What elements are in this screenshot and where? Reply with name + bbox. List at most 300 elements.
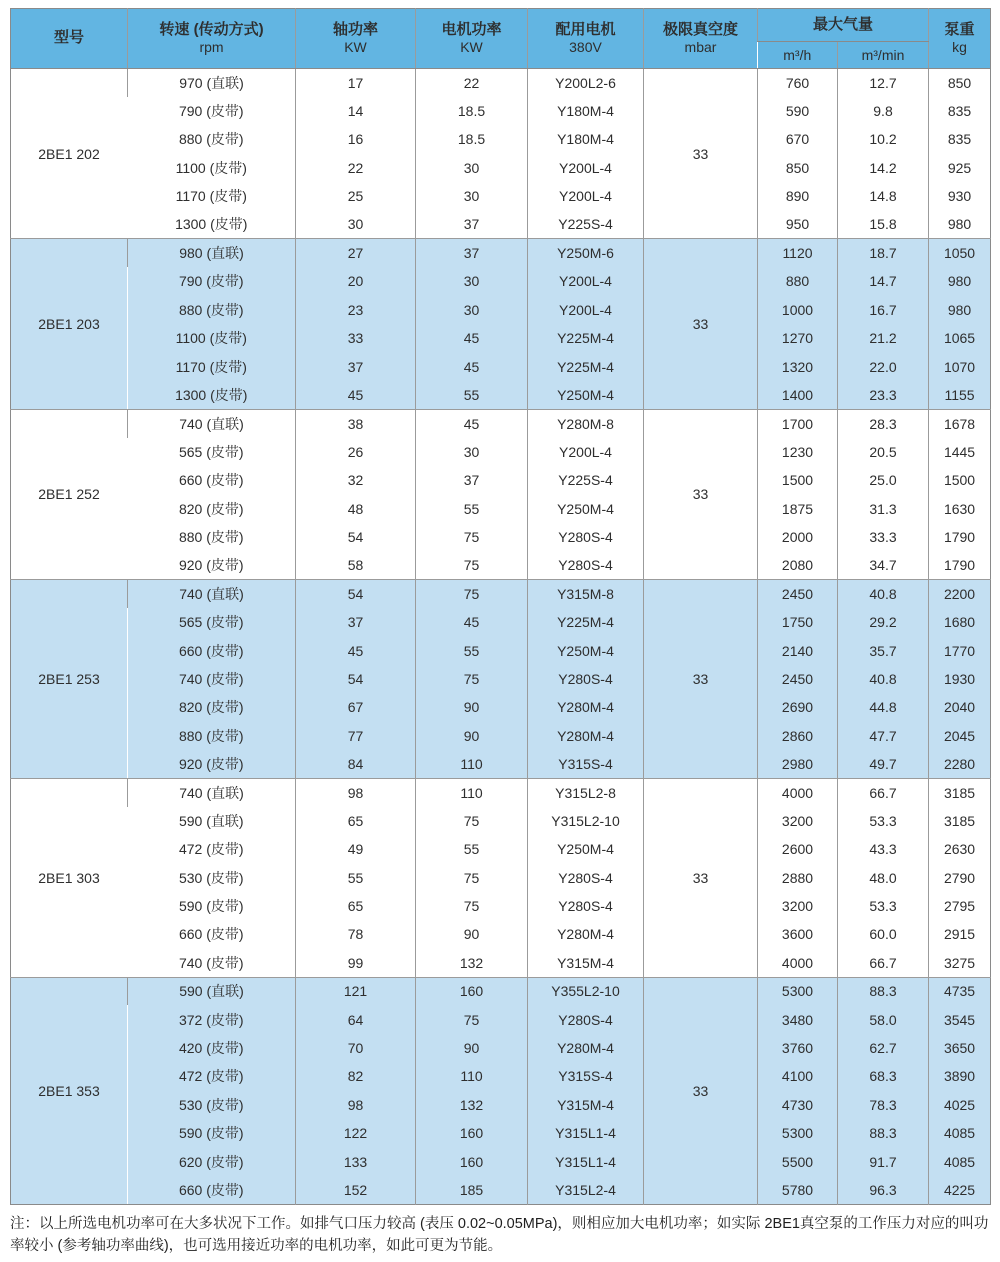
motor-model-cell: Y180M-4 [528,97,644,125]
table-row [11,494,991,522]
table-row [11,863,991,891]
shaft-power-cell: 20 [296,267,416,295]
flow-m3min-cell: 68.3 [838,1062,929,1090]
flow-m3min-cell: 44.8 [838,693,929,721]
motor-model-cell: Y200L-4 [528,182,644,210]
table-row [11,920,991,948]
flow-m3h-cell: 5780 [758,1176,838,1204]
shaft-power-cell: 17 [296,69,416,97]
motor-power-cell: 45 [416,324,528,352]
header-weight-title: 泵重 [944,20,975,38]
weight-cell: 980 [929,267,991,295]
motor-model-cell: Y280M-8 [528,409,644,437]
motor-model-cell: Y225M-4 [528,608,644,636]
weight-cell: 1065 [929,324,991,352]
flow-m3min-cell: 28.3 [838,409,929,437]
weight-cell: 4225 [929,1176,991,1204]
flow-m3h-cell: 3200 [758,892,838,920]
header-shaft-power-title: 轴功率 [332,20,378,38]
weight-cell: 835 [929,97,991,125]
model-cell: 2BE1 202 [11,69,128,239]
header-motor-power-title: 电机功率 [441,20,502,38]
speed-cell: 590 (皮带) [128,892,296,920]
flow-m3h-cell: 1230 [758,438,838,466]
speed-cell: 790 (皮带) [128,97,296,125]
motor-power-cell: 18.5 [416,125,528,153]
flow-m3h-cell: 5300 [758,1119,838,1147]
table-row [11,580,991,608]
flow-m3h-cell: 760 [758,69,838,97]
header-flow-m3min-label: m³/min [861,46,905,63]
flow-m3min-cell: 9.8 [838,97,929,125]
spec-table-body [11,69,991,1205]
flow-m3min-cell: 66.7 [838,949,929,977]
flow-m3h-cell: 2450 [758,665,838,693]
shaft-power-cell: 55 [296,863,416,891]
flow-m3h-cell: 3600 [758,920,838,948]
header-motor-power [416,9,528,69]
motor-model-cell: Y315L1-4 [528,1119,644,1147]
table-row [11,409,991,437]
table-row [11,665,991,693]
flow-m3min-cell: 15.8 [838,210,929,238]
speed-cell: 472 (皮带) [128,1062,296,1090]
flow-m3min-cell: 49.7 [838,750,929,778]
speed-cell: 472 (皮带) [128,835,296,863]
motor-power-cell: 37 [416,239,528,267]
motor-power-cell: 110 [416,750,528,778]
speed-cell: 1170 (皮带) [128,182,296,210]
motor-power-cell: 75 [416,551,528,579]
table-row [11,210,991,238]
flow-m3h-cell: 1400 [758,381,838,409]
weight-cell: 2915 [929,920,991,948]
flow-m3min-cell: 31.3 [838,494,929,522]
shaft-power-cell: 26 [296,438,416,466]
shaft-power-cell: 67 [296,693,416,721]
table-row [11,949,991,977]
motor-power-cell: 75 [416,523,528,551]
shaft-power-cell: 38 [296,409,416,437]
flow-m3h-cell: 1270 [758,324,838,352]
flow-m3h-cell: 2980 [758,750,838,778]
flow-m3h-cell: 2880 [758,863,838,891]
shaft-power-cell: 58 [296,551,416,579]
speed-cell: 1300 (皮带) [128,381,296,409]
motor-model-cell: Y250M-6 [528,239,644,267]
motor-power-cell: 30 [416,154,528,182]
table-row [11,977,991,1005]
flow-m3min-cell: 21.2 [838,324,929,352]
speed-cell: 1100 (皮带) [128,324,296,352]
motor-model-cell: Y280S-4 [528,523,644,551]
header-weight-unit: kg [952,39,967,56]
weight-cell: 1050 [929,239,991,267]
motor-power-cell: 160 [416,977,528,1005]
weight-cell: 3545 [929,1005,991,1033]
header-vacuum-title: 极限真空度 [662,20,738,38]
flow-m3h-cell: 2450 [758,580,838,608]
table-row [11,778,991,806]
speed-cell: 740 (皮带) [128,665,296,693]
motor-model-cell: Y200L2-6 [528,69,644,97]
weight-cell: 2280 [929,750,991,778]
motor-power-cell: 132 [416,949,528,977]
motor-model-cell: Y225S-4 [528,466,644,494]
shaft-power-cell: 23 [296,296,416,324]
speed-cell: 980 (直联) [128,239,296,267]
header-motor-power-unit: KW [460,39,483,56]
weight-cell: 1790 [929,523,991,551]
motor-power-cell: 30 [416,438,528,466]
shaft-power-cell: 99 [296,949,416,977]
motor-power-cell: 55 [416,835,528,863]
motor-power-cell: 75 [416,863,528,891]
motor-model-cell: Y250M-4 [528,636,644,664]
table-row [11,352,991,380]
shaft-power-cell: 152 [296,1176,416,1204]
header-speed [128,9,296,69]
motor-model-cell: Y250M-4 [528,494,644,522]
table-row [11,1005,991,1033]
speed-cell: 660 (皮带) [128,1176,296,1204]
speed-cell: 820 (皮带) [128,494,296,522]
table-row [11,608,991,636]
weight-cell: 1680 [929,608,991,636]
shaft-power-cell: 32 [296,466,416,494]
table-row [11,1062,991,1090]
model-cell: 2BE1 253 [11,580,128,779]
speed-cell: 880 (皮带) [128,721,296,749]
table-row [11,267,991,295]
weight-cell: 925 [929,154,991,182]
table-row [11,154,991,182]
flow-m3h-cell: 2600 [758,835,838,863]
weight-cell: 1678 [929,409,991,437]
weight-cell: 930 [929,182,991,210]
motor-power-cell: 75 [416,807,528,835]
flow-m3min-cell: 48.0 [838,863,929,891]
table-row [11,97,991,125]
motor-power-cell: 30 [416,182,528,210]
shaft-power-cell: 27 [296,239,416,267]
motor-power-cell: 132 [416,1091,528,1119]
speed-cell: 372 (皮带) [128,1005,296,1033]
weight-cell: 1445 [929,438,991,466]
motor-power-cell: 75 [416,665,528,693]
header-flow-m3h-label: m³/h [783,46,812,63]
flow-m3min-cell: 60.0 [838,920,929,948]
motor-model-cell: Y315L2-8 [528,778,644,806]
flow-m3h-cell: 1320 [758,352,838,380]
motor-power-cell: 90 [416,920,528,948]
shaft-power-cell: 65 [296,807,416,835]
flow-m3h-cell: 4100 [758,1062,838,1090]
model-cell: 2BE1 203 [11,239,128,409]
motor-model-cell: Y280S-4 [528,1005,644,1033]
motor-power-cell: 55 [416,636,528,664]
flow-m3min-cell: 47.7 [838,721,929,749]
spec-table [10,8,991,1205]
motor-power-cell: 110 [416,778,528,806]
table-row [11,693,991,721]
motor-model-cell: Y200L-4 [528,267,644,295]
shaft-power-cell: 37 [296,352,416,380]
shaft-power-cell: 14 [296,97,416,125]
table-row [11,636,991,664]
header-vacuum [644,9,758,69]
flow-m3h-cell: 1500 [758,466,838,494]
table-row [11,551,991,579]
weight-cell: 4085 [929,1119,991,1147]
speed-cell: 740 (直联) [128,409,296,437]
flow-m3min-cell: 66.7 [838,778,929,806]
motor-model-cell: Y280S-4 [528,892,644,920]
motor-model-cell: Y280S-4 [528,551,644,579]
table-header [11,9,991,69]
flow-m3min-cell: 22.0 [838,352,929,380]
shaft-power-cell: 64 [296,1005,416,1033]
table-row [11,239,991,267]
speed-cell: 790 (皮带) [128,267,296,295]
speed-cell: 530 (皮带) [128,1091,296,1119]
shaft-power-cell: 30 [296,210,416,238]
motor-power-cell: 110 [416,1062,528,1090]
flow-m3min-cell: 88.3 [838,977,929,1005]
flow-m3h-cell: 2080 [758,551,838,579]
flow-m3min-cell: 12.7 [838,69,929,97]
table-row [11,1176,991,1204]
motor-power-cell: 55 [416,381,528,409]
speed-cell: 740 (皮带) [128,949,296,977]
header-max-flow [758,9,929,42]
motor-model-cell: Y280S-4 [528,863,644,891]
header-speed-unit: rpm [199,39,224,56]
flow-m3h-cell: 3480 [758,1005,838,1033]
shaft-power-cell: 70 [296,1034,416,1062]
motor-power-cell: 75 [416,580,528,608]
speed-cell: 590 (直联) [128,807,296,835]
weight-cell: 1630 [929,494,991,522]
table-row [11,182,991,210]
flow-m3min-cell: 62.7 [838,1034,929,1062]
motor-power-cell: 90 [416,693,528,721]
motor-power-cell: 45 [416,352,528,380]
motor-model-cell: Y280S-4 [528,665,644,693]
motor-model-cell: Y315L1-4 [528,1147,644,1175]
motor-model-cell: Y315S-4 [528,750,644,778]
motor-power-cell: 75 [416,892,528,920]
weight-cell: 3650 [929,1034,991,1062]
motor-power-cell: 18.5 [416,97,528,125]
header-shaft-power-unit: KW [344,39,367,56]
flow-m3h-cell: 1750 [758,608,838,636]
table-row [11,892,991,920]
flow-m3h-cell: 590 [758,97,838,125]
speed-cell: 920 (皮带) [128,551,296,579]
flow-m3min-cell: 78.3 [838,1091,929,1119]
speed-cell: 740 (直联) [128,778,296,806]
header-motor-model-title: 配用电机 [555,20,616,38]
shaft-power-cell: 22 [296,154,416,182]
flow-m3h-cell: 1120 [758,239,838,267]
flow-m3h-cell: 3200 [758,807,838,835]
speed-cell: 740 (直联) [128,580,296,608]
weight-cell: 1155 [929,381,991,409]
shaft-power-cell: 45 [296,636,416,664]
weight-cell: 1790 [929,551,991,579]
flow-m3min-cell: 14.2 [838,154,929,182]
weight-cell: 2630 [929,835,991,863]
table-row [11,1034,991,1062]
weight-cell: 3275 [929,949,991,977]
flow-m3h-cell: 950 [758,210,838,238]
shaft-power-cell: 77 [296,721,416,749]
speed-cell: 660 (皮带) [128,636,296,664]
flow-m3h-cell: 1700 [758,409,838,437]
flow-m3h-cell: 2690 [758,693,838,721]
shaft-power-cell: 49 [296,835,416,863]
shaft-power-cell: 98 [296,778,416,806]
weight-cell: 3890 [929,1062,991,1090]
shaft-power-cell: 16 [296,125,416,153]
shaft-power-cell: 133 [296,1147,416,1175]
flow-m3min-cell: 40.8 [838,580,929,608]
motor-power-cell: 45 [416,409,528,437]
table-row [11,1091,991,1119]
flow-m3h-cell: 4000 [758,949,838,977]
shaft-power-cell: 122 [296,1119,416,1147]
weight-cell: 2040 [929,693,991,721]
flow-m3min-cell: 88.3 [838,1119,929,1147]
flow-m3min-cell: 25.0 [838,466,929,494]
flow-m3min-cell: 34.7 [838,551,929,579]
shaft-power-cell: 45 [296,381,416,409]
table-row [11,438,991,466]
motor-model-cell: Y315M-4 [528,949,644,977]
weight-cell: 2045 [929,721,991,749]
motor-model-cell: Y280M-4 [528,920,644,948]
flow-m3min-cell: 43.3 [838,835,929,863]
motor-model-cell: Y200L-4 [528,154,644,182]
speed-cell: 620 (皮带) [128,1147,296,1175]
weight-cell: 2200 [929,580,991,608]
flow-m3min-cell: 10.2 [838,125,929,153]
speed-cell: 1170 (皮带) [128,352,296,380]
motor-model-cell: Y225S-4 [528,210,644,238]
motor-power-cell: 22 [416,69,528,97]
weight-cell: 1930 [929,665,991,693]
vacuum-cell: 33 [644,778,758,977]
weight-cell: 1770 [929,636,991,664]
table-row [11,523,991,551]
vacuum-cell: 33 [644,977,758,1204]
table-row [11,466,991,494]
motor-model-cell: Y315S-4 [528,1062,644,1090]
vacuum-cell: 33 [644,69,758,239]
speed-cell: 820 (皮带) [128,693,296,721]
flow-m3h-cell: 4730 [758,1091,838,1119]
table-row [11,324,991,352]
motor-model-cell: Y200L-4 [528,296,644,324]
speed-cell: 880 (皮带) [128,125,296,153]
motor-power-cell: 45 [416,608,528,636]
header-speed-title: 转速 (传动方式) [159,20,264,38]
header-vacuum-unit: mbar [684,39,717,56]
weight-cell: 4025 [929,1091,991,1119]
vacuum-cell: 33 [644,409,758,579]
header-flow-m3min [838,42,929,69]
header-weight [929,9,991,69]
flow-m3h-cell: 2860 [758,721,838,749]
table-row [11,381,991,409]
weight-cell: 4735 [929,977,991,1005]
table-row [11,750,991,778]
speed-cell: 660 (皮带) [128,466,296,494]
flow-m3min-cell: 96.3 [838,1176,929,1204]
speed-cell: 420 (皮带) [128,1034,296,1062]
speed-cell: 530 (皮带) [128,863,296,891]
motor-power-cell: 37 [416,210,528,238]
flow-m3min-cell: 40.8 [838,665,929,693]
weight-cell: 1500 [929,466,991,494]
flow-m3h-cell: 5300 [758,977,838,1005]
motor-power-cell: 30 [416,267,528,295]
weight-cell: 980 [929,296,991,324]
flow-m3min-cell: 91.7 [838,1147,929,1175]
shaft-power-cell: 84 [296,750,416,778]
weight-cell: 2790 [929,863,991,891]
shaft-power-cell: 65 [296,892,416,920]
motor-model-cell: Y200L-4 [528,438,644,466]
shaft-power-cell: 78 [296,920,416,948]
weight-cell: 1070 [929,352,991,380]
motor-power-cell: 185 [416,1176,528,1204]
footnote: 注：以上所选电机功率可在大多状况下工作。如排气口压力较高 (表压 0.02~0.05MPa)，则相应加大电机功率；如实际 2BE1真空泵的工作压力对应的叫功率较小 (参考轴功率曲线)，也可选用接近功率的电机功率，如此可更为节能。 [10,1216,989,1255]
motor-model-cell: Y315M-4 [528,1091,644,1119]
table-row [11,1119,991,1147]
flow-m3h-cell: 2140 [758,636,838,664]
shaft-power-cell: 48 [296,494,416,522]
speed-cell: 880 (皮带) [128,523,296,551]
model-cell: 2BE1 252 [11,409,128,579]
flow-m3min-cell: 14.7 [838,267,929,295]
flow-m3min-cell: 53.3 [838,892,929,920]
motor-model-cell: Y280M-4 [528,693,644,721]
flow-m3min-cell: 53.3 [838,807,929,835]
flow-m3h-cell: 2000 [758,523,838,551]
flow-m3h-cell: 670 [758,125,838,153]
table-row [11,69,991,97]
vacuum-cell: 33 [644,580,758,779]
flow-m3h-cell: 1875 [758,494,838,522]
speed-cell: 660 (皮带) [128,920,296,948]
weight-cell: 980 [929,210,991,238]
flow-m3min-cell: 35.7 [838,636,929,664]
motor-power-cell: 90 [416,721,528,749]
header-flow-m3h [758,42,838,69]
motor-model-cell: Y250M-4 [528,381,644,409]
shaft-power-cell: 33 [296,324,416,352]
header-motor-model [528,9,644,69]
motor-model-cell: Y315M-8 [528,580,644,608]
flow-m3min-cell: 29.2 [838,608,929,636]
weight-cell: 4085 [929,1147,991,1175]
shaft-power-cell: 82 [296,1062,416,1090]
speed-cell: 1100 (皮带) [128,154,296,182]
motor-power-cell: 90 [416,1034,528,1062]
motor-power-cell: 160 [416,1119,528,1147]
